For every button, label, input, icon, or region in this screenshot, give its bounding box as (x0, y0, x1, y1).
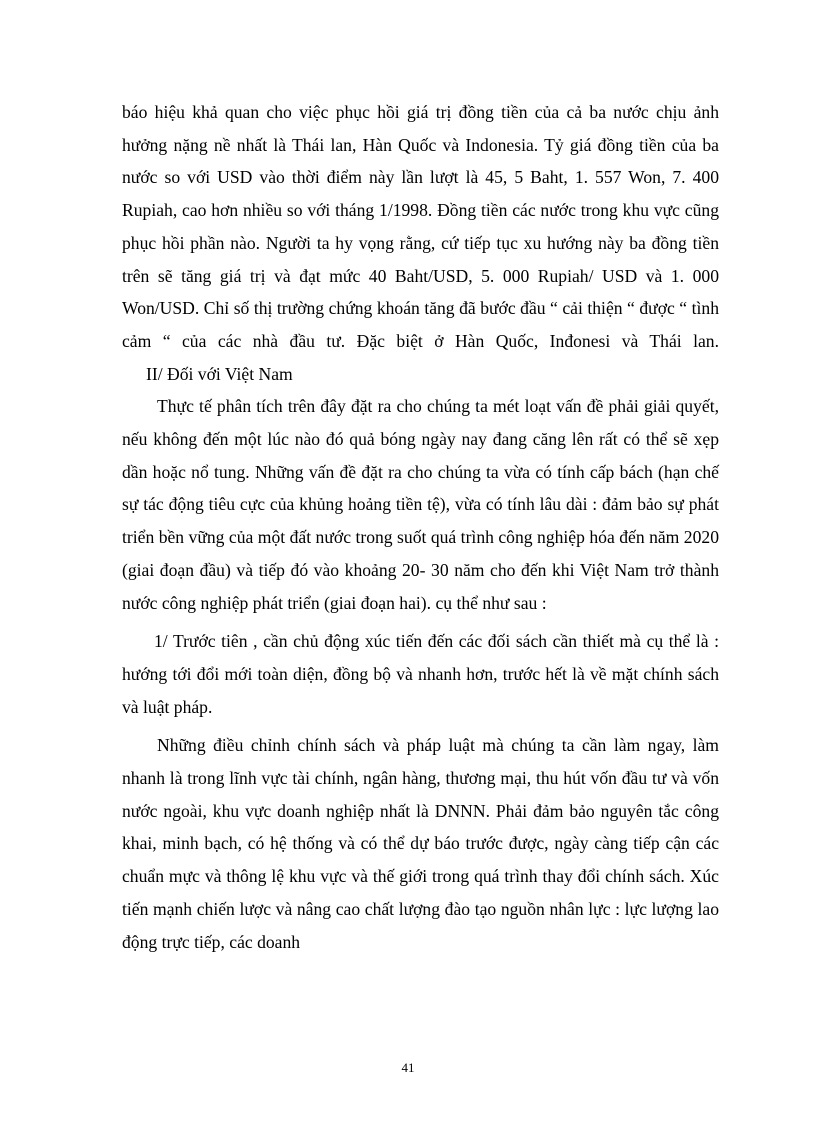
paragraph-analysis: Thực tế phân tích trên đây đặt ra cho chúng ta mét loạt vấn đề phải giải quyết, nếu không đến một lúc nào đó quả bóng ngày nay đang căng lên rất có thể sẽ xẹp dần hoặc nổ tung. Những vấn đề đặt ra cho chúng ta vừa có tính cấp bách (hạn chế sự tác động tiêu cực của khủng hoảng tiền tệ), vừa có tính lâu dài : đảm bảo sự phát triển bền vững của một đất nước trong suốt quá trình công nghiệp hóa đến năm 2020 (giai đoạn đầu) và tiếp đó vào khoảng 20- 30 năm cho đến khi Việt Nam trở thành nước công nghiệp phát triển (giai đoạn hai). cụ thể như sau : (122, 396, 719, 613)
paragraph-policy: Những điều chỉnh chính sách và pháp luật mà chúng ta cần làm ngay, làm nhanh là trong lĩnh vực tài chính, ngân hàng, thương mại, thu hút vốn đầu tư và vốn nước ngoài, khu vực doanh nghiệp nhất là DNNN. Phải đảm bảo nguyên tắc công khai, minh bạch, có hệ thống và có thể dự báo trước được, ngày càng tiếp cận các chuẩn mực và thông lệ khu vực và thế giới trong quá trình thay đổi chính sách. Xúc tiến mạnh chiến lược và nâng cao chất lượng đào tạo nguồn nhân lực : lực lượng lao động trực tiếp, các doanh (122, 735, 719, 952)
paragraph-continuation: báo hiệu khả quan cho việc phục hồi giá trị đồng tiền của cả ba nước chịu ảnh hưởng nặng nề nhất là Thái lan, Hàn Quốc và Indonesia. Tỷ giá đồng tiền của ba nước so với USD vào thời điểm này lần lượt là 45, 5 Baht, 1. 557 Won, 7. 400 Rupiah, cao hơn nhiều so với tháng 1/1998. Đồng tiền các nước trong khu vực cũng phục hồi phần nào. Người ta hy vọng rằng, cứ tiếp tục xu hướng này ba đồng tiền trên sẽ tăng giá trị và đạt mức 40 Baht/USD, 5. 000 Rupiah/ USD và 1. 000 Won/USD. Chỉ số thị trường chứng khoán tăng đã bước đầu “ cải thiện “ được “ tình cảm “ của các nhà đầu tư. Đặc biệt ở Hàn Quốc, Inđonesi và Thái lan. (122, 102, 719, 351)
list-item-1: 1/ Trước tiên , cần chủ động xúc tiến đến các đối sách cần thiết mà cụ thể là : hướng tới đổi mới toàn diện, đồng bộ và nhanh hơn, trước hết là về mặt chính sách và luật pháp. (122, 631, 719, 717)
section-heading: II/ Đối với Việt Nam (146, 363, 293, 384)
page-number: 41 (401, 1060, 415, 1075)
body-text (122, 96, 719, 958)
